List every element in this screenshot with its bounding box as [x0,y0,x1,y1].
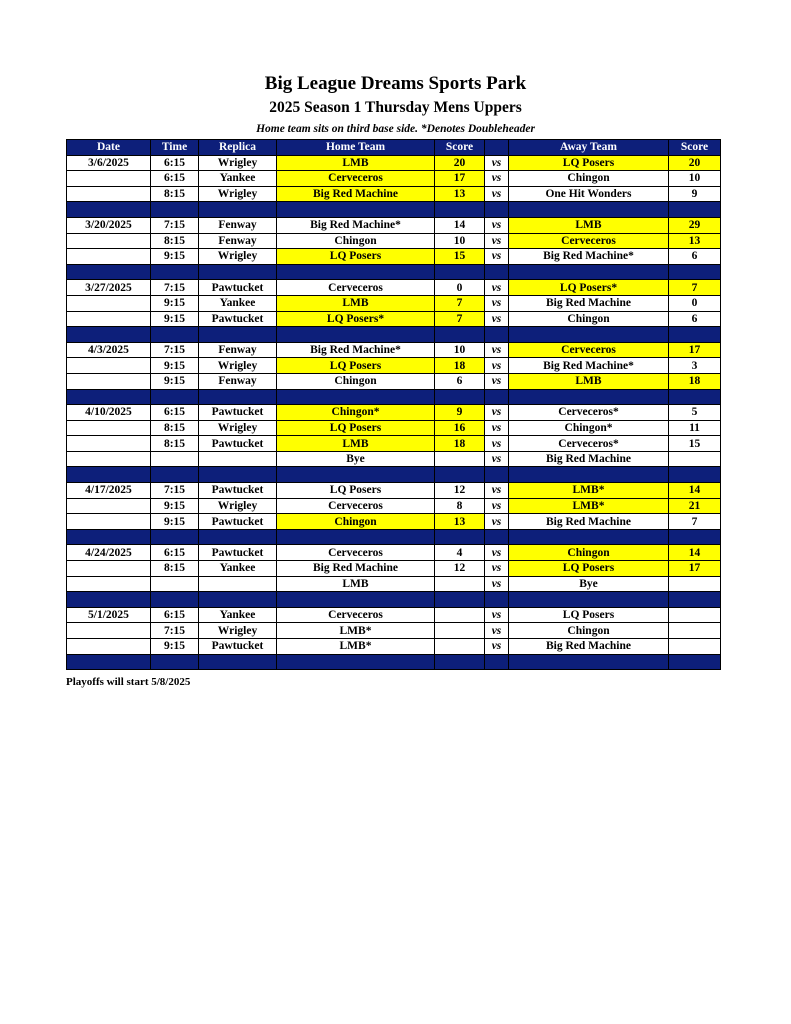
home-score: 12 [435,483,485,499]
home-team: Big Red Machine* [277,217,435,233]
away-score [669,576,721,592]
schedule-table [66,139,721,670]
game-date [67,514,151,530]
away-score: 0 [669,295,721,311]
game-date: 5/1/2025 [67,607,151,623]
vs-label: vs [485,483,509,499]
week-separator [67,327,721,343]
away-team: Cerveceros* [509,405,669,421]
away-team: Bye [509,576,669,592]
away-team: Chingon [509,311,669,327]
home-score: 8 [435,498,485,514]
away-team: Big Red Machine* [509,358,669,374]
game-date: 3/27/2025 [67,280,151,296]
game-replica: Yankee [199,561,277,577]
game-replica: Wrigley [199,155,277,171]
game-replica: Fenway [199,217,277,233]
schedule-body [67,155,721,670]
game-time: 8:15 [151,561,199,577]
vs-label: vs [485,373,509,389]
game-row [67,358,721,374]
game-row [67,233,721,249]
game-date: 3/20/2025 [67,217,151,233]
game-date [67,171,151,187]
game-replica: Pawtucket [199,405,277,421]
game-row [67,295,721,311]
game-time: 9:15 [151,373,199,389]
vs-label: vs [485,155,509,171]
vs-label: vs [485,217,509,233]
away-team: Big Red Machine [509,639,669,655]
game-replica [199,576,277,592]
game-row [67,217,721,233]
game-date [67,311,151,327]
game-date: 4/17/2025 [67,483,151,499]
week-separator [67,389,721,405]
away-team: LMB [509,373,669,389]
home-team: LQ Posers* [277,311,435,327]
home-score: 13 [435,186,485,202]
home-score: 18 [435,358,485,374]
away-team: Cerveceros [509,342,669,358]
col-date: Date [67,140,151,156]
home-team: Cerveceros [277,280,435,296]
game-time: 7:15 [151,483,199,499]
game-date: 4/10/2025 [67,405,151,421]
game-replica: Wrigley [199,358,277,374]
week-separator [67,654,721,670]
home-team: Chingon [277,233,435,249]
game-replica: Wrigley [199,498,277,514]
game-replica: Fenway [199,342,277,358]
home-team: LQ Posers [277,249,435,265]
away-score: 17 [669,561,721,577]
col-away-team: Away Team [509,140,669,156]
game-replica: Fenway [199,373,277,389]
game-row [67,545,721,561]
game-date [67,295,151,311]
home-score [435,623,485,639]
game-date [67,623,151,639]
game-row [67,342,721,358]
home-score: 13 [435,514,485,530]
away-score: 18 [669,373,721,389]
away-score: 7 [669,280,721,296]
game-date [67,420,151,436]
game-date [67,576,151,592]
vs-label: vs [485,436,509,452]
away-team: Big Red Machine [509,514,669,530]
game-time: 9:15 [151,514,199,530]
home-score: 17 [435,171,485,187]
away-score: 21 [669,498,721,514]
game-time: 9:15 [151,311,199,327]
col-time: Time [151,140,199,156]
game-time: 6:15 [151,155,199,171]
home-team: LMB [277,295,435,311]
vs-label: vs [485,514,509,530]
game-row [67,451,721,467]
week-separator [67,264,721,280]
vs-label: vs [485,420,509,436]
game-replica: Pawtucket [199,545,277,561]
home-team: Cerveceros [277,498,435,514]
game-row [67,373,721,389]
game-replica: Pawtucket [199,311,277,327]
game-replica: Wrigley [199,249,277,265]
week-separator [67,467,721,483]
game-replica [199,451,277,467]
vs-label: vs [485,233,509,249]
away-score: 7 [669,514,721,530]
game-replica: Pawtucket [199,639,277,655]
week-separator [67,202,721,218]
game-time: 9:15 [151,639,199,655]
away-team: Cerveceros* [509,436,669,452]
game-time: 6:15 [151,405,199,421]
game-time: 6:15 [151,545,199,561]
away-score: 13 [669,233,721,249]
game-date [67,451,151,467]
away-score: 10 [669,171,721,187]
col-replica: Replica [199,140,277,156]
game-date [67,561,151,577]
game-replica: Fenway [199,233,277,249]
vs-label: vs [485,171,509,187]
away-score: 15 [669,436,721,452]
home-score: 15 [435,249,485,265]
home-team: Chingon* [277,405,435,421]
away-team: Chingon [509,545,669,561]
col-home-score: Score [435,140,485,156]
game-replica: Yankee [199,171,277,187]
col-vs [485,140,509,156]
vs-label: vs [485,545,509,561]
away-team: Big Red Machine* [509,249,669,265]
home-score: 4 [435,545,485,561]
game-date [67,186,151,202]
col-home-team: Home Team [277,140,435,156]
home-team: Cerveceros [277,607,435,623]
game-row [67,171,721,187]
home-team: Chingon [277,373,435,389]
away-score: 5 [669,405,721,421]
game-row [67,576,721,592]
game-time: 7:15 [151,280,199,296]
game-row [67,623,721,639]
game-time [151,576,199,592]
away-score: 6 [669,249,721,265]
home-score [435,576,485,592]
game-time: 8:15 [151,436,199,452]
away-score [669,451,721,467]
home-team: Big Red Machine* [277,342,435,358]
away-score: 29 [669,217,721,233]
playoffs-note: Playoffs will start 5/8/2025 [66,676,191,688]
game-date: 4/3/2025 [67,342,151,358]
home-score: 18 [435,436,485,452]
vs-label: vs [485,280,509,296]
game-time: 7:15 [151,217,199,233]
game-time: 7:15 [151,342,199,358]
away-team: One Hit Wonders [509,186,669,202]
game-date: 4/24/2025 [67,545,151,561]
away-team: Cerveceros [509,233,669,249]
game-time: 6:15 [151,607,199,623]
home-team: Cerveceros [277,545,435,561]
game-date [67,639,151,655]
home-score: 7 [435,311,485,327]
away-score [669,607,721,623]
away-score: 14 [669,545,721,561]
game-replica: Yankee [199,607,277,623]
home-score: 0 [435,280,485,296]
away-team: LMB* [509,498,669,514]
vs-label: vs [485,576,509,592]
game-row [67,155,721,171]
home-score: 10 [435,342,485,358]
away-team: LQ Posers [509,607,669,623]
vs-label: vs [485,561,509,577]
vs-label: vs [485,607,509,623]
away-team: LMB [509,217,669,233]
away-team: LMB* [509,483,669,499]
game-replica: Wrigley [199,420,277,436]
game-row [67,561,721,577]
game-time: 8:15 [151,420,199,436]
home-team: Bye [277,451,435,467]
home-score [435,607,485,623]
game-row [67,514,721,530]
game-replica: Wrigley [199,186,277,202]
home-team: LMB* [277,639,435,655]
game-row [67,498,721,514]
home-team: Big Red Machine [277,186,435,202]
home-score: 9 [435,405,485,421]
home-score [435,639,485,655]
vs-label: vs [485,623,509,639]
game-replica: Pawtucket [199,280,277,296]
week-separator [67,529,721,545]
home-team: LMB [277,576,435,592]
game-time: 9:15 [151,498,199,514]
week-separator [67,592,721,608]
game-time: 7:15 [151,623,199,639]
home-score: 16 [435,420,485,436]
game-row [67,483,721,499]
vs-label: vs [485,451,509,467]
vs-label: vs [485,186,509,202]
game-date [67,498,151,514]
game-date [67,358,151,374]
home-score: 6 [435,373,485,389]
vs-label: vs [485,249,509,265]
page-title: Big League Dreams Sports Park [264,73,527,94]
away-team: Chingon [509,171,669,187]
away-team: Chingon* [509,420,669,436]
away-team: LQ Posers* [509,280,669,296]
game-date [67,373,151,389]
home-team: LMB [277,155,435,171]
page-subtitle: 2025 Season 1 Thursday Mens Uppers [269,99,522,116]
game-time: 8:15 [151,233,199,249]
home-score: 10 [435,233,485,249]
away-score: 6 [669,311,721,327]
game-row [67,405,721,421]
game-time [151,451,199,467]
away-score: 9 [669,186,721,202]
vs-label: vs [485,405,509,421]
game-time: 9:15 [151,295,199,311]
game-replica: Pawtucket [199,514,277,530]
away-team: Big Red Machine [509,451,669,467]
game-replica: Pawtucket [199,483,277,499]
game-replica: Wrigley [199,623,277,639]
game-replica: Yankee [199,295,277,311]
col-away-score: Score [669,140,721,156]
game-date [67,249,151,265]
home-score: 20 [435,155,485,171]
game-row [67,639,721,655]
game-row [67,436,721,452]
doubleheader-note: Home team sits on third base side. *Denotes Doubleheader [256,123,535,135]
away-score: 11 [669,420,721,436]
game-row [67,249,721,265]
home-score [435,451,485,467]
away-score: 20 [669,155,721,171]
vs-label: vs [485,342,509,358]
game-time: 9:15 [151,358,199,374]
home-team: LQ Posers [277,420,435,436]
game-row [67,607,721,623]
away-team: LQ Posers [509,155,669,171]
vs-label: vs [485,639,509,655]
game-date: 3/6/2025 [67,155,151,171]
game-row [67,280,721,296]
game-row [67,420,721,436]
away-score [669,639,721,655]
home-team: LQ Posers [277,483,435,499]
game-replica: Pawtucket [199,436,277,452]
home-score: 12 [435,561,485,577]
away-score: 3 [669,358,721,374]
game-time: 6:15 [151,171,199,187]
home-team: Cerveceros [277,171,435,187]
game-time: 9:15 [151,249,199,265]
game-row [67,186,721,202]
home-team: Big Red Machine [277,561,435,577]
away-score [669,623,721,639]
header-row [67,140,721,156]
home-team: Chingon [277,514,435,530]
vs-label: vs [485,311,509,327]
home-score: 14 [435,217,485,233]
game-row [67,311,721,327]
home-team: LMB* [277,623,435,639]
game-time: 8:15 [151,186,199,202]
away-score: 14 [669,483,721,499]
away-team: Chingon [509,623,669,639]
vs-label: vs [485,498,509,514]
vs-label: vs [485,358,509,374]
game-date [67,233,151,249]
home-team: LQ Posers [277,358,435,374]
game-date [67,436,151,452]
away-team: Big Red Machine [509,295,669,311]
home-score: 7 [435,295,485,311]
vs-label: vs [485,295,509,311]
away-score: 17 [669,342,721,358]
away-team: LQ Posers [509,561,669,577]
home-team: LMB [277,436,435,452]
